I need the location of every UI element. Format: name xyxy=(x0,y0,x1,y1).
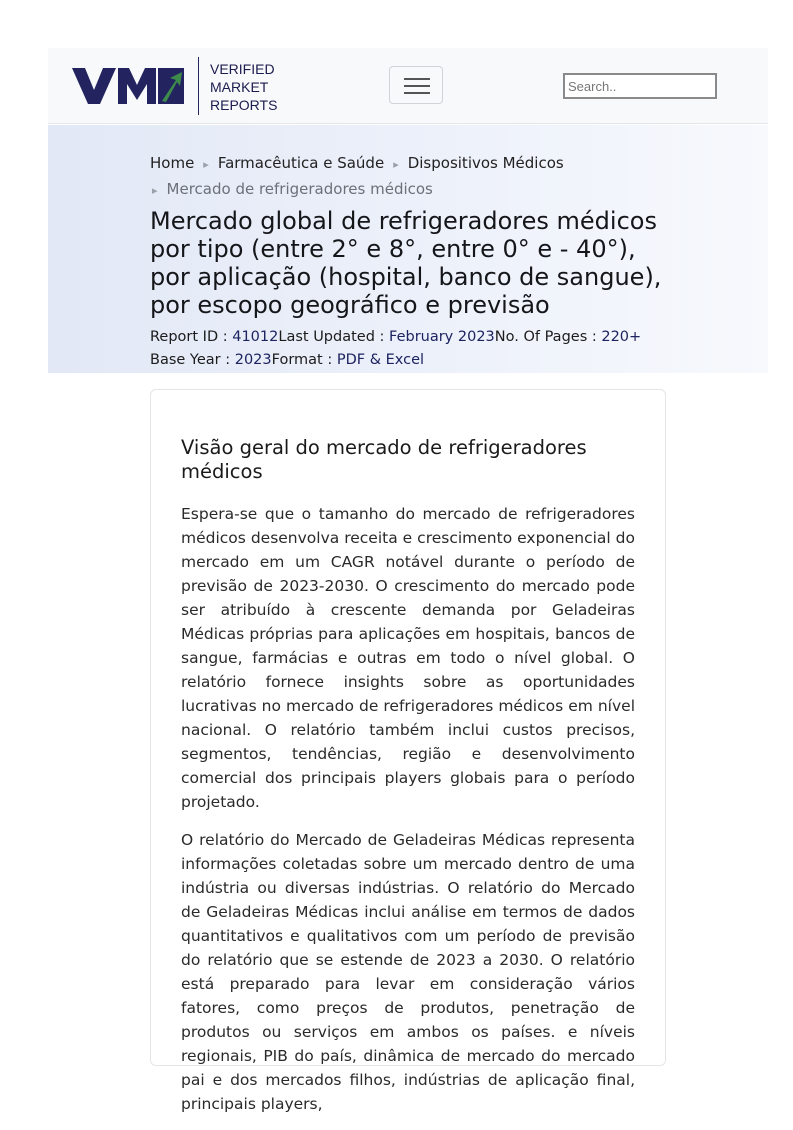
logo-divider xyxy=(198,57,199,115)
report-id: 41012 xyxy=(232,329,279,345)
base-year: 2023 xyxy=(234,352,272,368)
overview-body xyxy=(181,502,635,1130)
report-format: PDF & Excel xyxy=(336,352,425,368)
report-hero xyxy=(48,125,768,373)
chevron-right-icon: ▸ xyxy=(152,184,158,197)
overview-paragraph: Espera-se que o tamanho do mercado de refrigeradores médicos desenvolva receita e crescimento exponencial do mercado em um CAGR notável durante o período de previsão de 2023-2030. O crescimento do mercado pode ser atribuído à crescente demanda por Geladeiras Médicas próprias para aplicações em hospitais, bancos de sangue, farmácias e outras em todo o nível global. O relatório fornece insights sobre as oportunidades lucrativas no mercado de refrigeradores médicos em nível nacional. O relatório também inclui custos precisos, segmentos, tendências, região e desenvolvimento comercial dos principais players globais para o período projetado. xyxy=(181,505,635,811)
vmr-logo-mark xyxy=(72,68,184,104)
overview-heading: Visão geral do mercado de refrigeradores médicos xyxy=(181,436,587,483)
last-updated: February 2023 xyxy=(389,329,495,345)
overview-card xyxy=(150,389,666,1113)
breadcrumb-home[interactable]: Home xyxy=(150,154,195,172)
breadcrumb-devices[interactable]: Dispositivos Médicos xyxy=(407,154,564,172)
breadcrumb-current: Mercado de refrigeradores médicos xyxy=(166,180,433,198)
page-count: 220+ xyxy=(601,329,642,345)
logo-text: VERIFIED MARKET REPORTS xyxy=(210,61,278,113)
breadcrumb-pharma[interactable]: Farmacêutica e Saúde xyxy=(217,154,385,172)
chevron-right-icon: ▸ xyxy=(393,158,399,171)
hamburger-menu-button[interactable] xyxy=(389,66,443,104)
overview-paragraph: O relatório do Mercado de Geladeiras Médicas representa informações coletadas sobre um mercado dentro de uma indústria ou diversas indústrias. O relatório do Mercado de Geladeiras Médicas inclui análise em termos de dados quantitativos e qualitativos com um período de previsão do relatório que se estende de 2023 a 2030. O relatório está preparado para levar em consideração vários fatores, como preços de produtos, penetração de produtos ou serviços em ambos os países. e níveis regionais, PIB do país, dinâmica de mercado do mercado pai e dos mercados filhos, indústrias de aplicação final, principais players, xyxy=(181,831,635,1113)
site-header xyxy=(48,48,768,124)
hamburger-icon xyxy=(404,78,430,80)
report-meta: Report ID : 41012Last Updated : February 2023No. Of Pages : 220+ Base Year : 2023Format : PDF & Excel xyxy=(150,329,642,368)
chevron-right-icon: ▸ xyxy=(203,158,209,171)
page-title: Mercado global de refrigeradores médicos por tipo (entre 2° e 8°, entre 0° e - 40°), por aplicação (hospital, banco de sangue), por escopo geográfico e previsão xyxy=(150,207,662,319)
breadcrumb xyxy=(150,151,670,203)
search-input[interactable] xyxy=(563,73,717,99)
